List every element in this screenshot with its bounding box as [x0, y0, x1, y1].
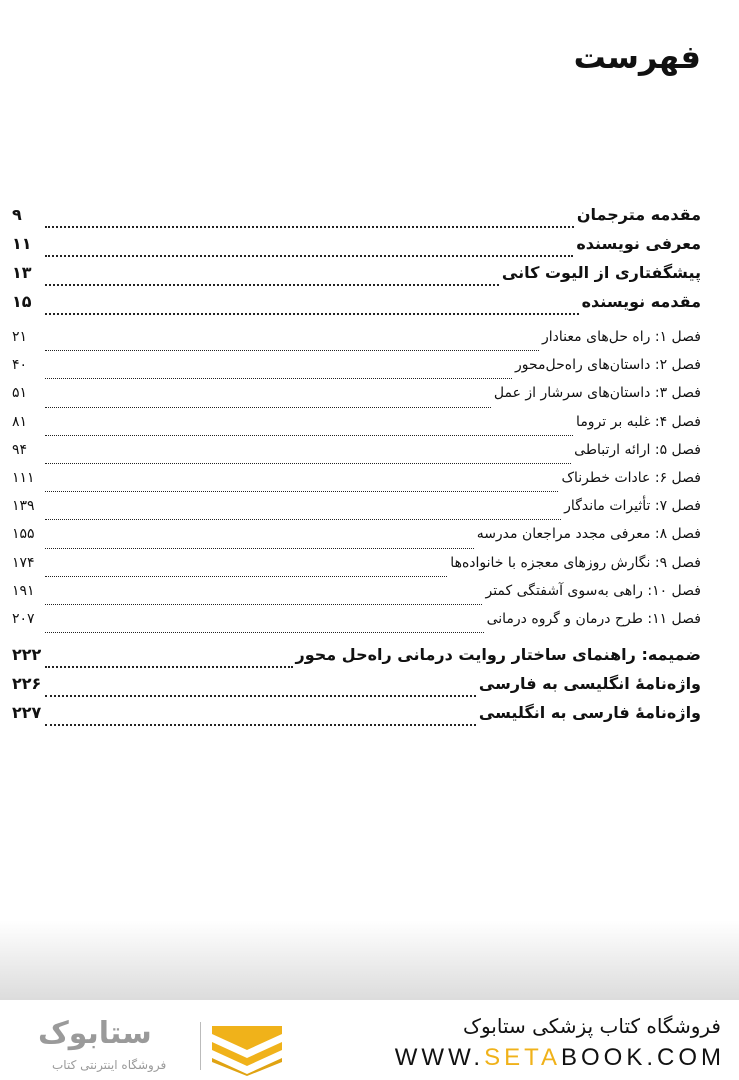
chapter-entry-row[interactable]: [12, 555, 701, 583]
setabook-logo-icon: [208, 1020, 286, 1076]
toc-entry-row[interactable]: [12, 205, 701, 234]
dot-leader: [45, 378, 512, 379]
dot-leader: [45, 350, 539, 351]
chapter-entry-page-number: ۸۱: [12, 413, 28, 430]
chapter-entry-page-number: ۱۵۵: [12, 526, 35, 543]
dot-leader: [45, 666, 293, 668]
chapter-entry-title: فصل ۱۱: طرح درمان و گروه درمانی: [486, 610, 701, 627]
chapter-entry-title: فصل ۷: تأثیرات ماندگار: [564, 498, 701, 515]
page-title: فهرست: [573, 38, 701, 76]
toc-entry-row[interactable]: [12, 234, 701, 263]
chapter-entry-row[interactable]: [12, 414, 701, 442]
dot-leader: [45, 226, 574, 228]
chapter-entry-page-number: ۹۴: [12, 441, 28, 458]
toc-entry-title: معرفی نویسنده: [576, 234, 701, 253]
chapter-entry-title: فصل ۵: ارائه ارتباطی: [574, 441, 701, 458]
dot-leader: [45, 255, 573, 257]
toc-entry-page-number: ۱۵: [12, 292, 32, 311]
chapter-entry-page-number: ۱۹۱: [12, 582, 35, 599]
toc-front-matter: [12, 205, 701, 321]
toc-entry-title: ضمیمه: راهنمای ساختار روایت درمانی راه‌حل محور: [295, 645, 701, 665]
chapter-entry-title: فصل ۲: داستان‌های راه‌حل‌محور: [514, 357, 701, 374]
toc-entry-page-number: ۹: [12, 205, 22, 224]
dot-leader: [45, 463, 571, 464]
toc-back-matter: [12, 645, 701, 732]
website-prefix: WWW.: [394, 1044, 485, 1071]
dot-leader: [45, 313, 579, 315]
toc-entry-title: مقدمه نویسنده: [581, 292, 701, 311]
dot-leader: [45, 695, 476, 697]
chapter-entry-row[interactable]: [12, 498, 701, 526]
website-url[interactable]: [395, 1044, 725, 1072]
chapter-entry-title: فصل ۱۰: راهی به‌سوی آشفتگی کمتر: [485, 582, 701, 599]
chapter-entry-row[interactable]: [12, 470, 701, 498]
dot-leader: [45, 284, 499, 286]
chapter-entry-row[interactable]: [12, 329, 701, 357]
toc-entry-title: پیشگفتاری از الیوت کانی: [501, 263, 701, 282]
dot-leader: [45, 548, 474, 549]
dot-leader: [45, 632, 484, 633]
toc-chapters: [12, 329, 701, 639]
chapter-entry-row[interactable]: [12, 357, 701, 385]
logo-wordmark: ستابوک: [38, 1016, 152, 1051]
toc-entry-row[interactable]: [12, 703, 701, 732]
dot-leader: [45, 491, 558, 492]
dot-leader: [45, 604, 482, 605]
toc-entry-row[interactable]: [12, 292, 701, 321]
chapter-entry-row[interactable]: [12, 611, 701, 639]
page-shadow: [0, 920, 739, 1000]
toc-entry-title: واژه‌نامۀ انگلیسی به فارسی: [478, 674, 701, 694]
website-accent: SETA: [484, 1044, 561, 1071]
toc-entry-row[interactable]: [12, 263, 701, 292]
dot-leader: [45, 435, 573, 436]
toc-entry-title: واژه‌نامۀ فارسی به انگلیسی: [478, 703, 701, 723]
shop-name: فروشگاه کتاب پزشکی ستابوک: [463, 1014, 721, 1038]
toc-entry-page-number: ۲۲۲: [12, 645, 42, 665]
chapter-entry-title: فصل ۶: عادات خطرناک: [561, 469, 701, 486]
chapter-entry-page-number: ۲۱: [12, 329, 28, 345]
chapter-entry-page-number: ۵۱: [12, 385, 28, 402]
chapter-entry-page-number: ۴۰: [12, 357, 28, 374]
toc-entry-page-number: ۱۳: [12, 263, 32, 282]
dot-leader: [45, 407, 491, 408]
toc-entry-title: مقدمه مترجمان: [576, 205, 701, 224]
toc-entry-row[interactable]: [12, 674, 701, 703]
logo-subtitle: فروشگاه اینترنتی کتاب: [52, 1058, 167, 1072]
toc-entry-page-number: ۲۲۶: [12, 674, 42, 694]
chapter-entry-page-number: ۱۱۱: [12, 469, 35, 486]
chapter-entry-title: فصل ۳: داستان‌های سرشار از عمل: [493, 385, 701, 402]
chapter-entry-title: فصل ۸: معرفی مجدد مراجعان مدرسه: [476, 526, 701, 543]
chapter-entry-page-number: ۱۷۴: [12, 554, 35, 571]
toc-entry-page-number: ۲۲۷: [12, 703, 42, 723]
chapter-entry-page-number: ۱۳۹: [12, 498, 35, 515]
dot-leader: [45, 519, 561, 520]
toc-entry-row[interactable]: [12, 645, 701, 674]
chapter-entry-row[interactable]: [12, 583, 701, 611]
chapter-entry-row[interactable]: [12, 442, 701, 470]
toc-entry-page-number: ۱۱: [12, 234, 32, 253]
dot-leader: [45, 724, 476, 726]
footer-banner: [0, 1000, 739, 1080]
table-of-contents: [12, 205, 701, 732]
logo-divider: [200, 1022, 201, 1070]
chapter-entry-row[interactable]: [12, 385, 701, 413]
chapter-entry-row[interactable]: [12, 526, 701, 554]
chapter-entry-title: فصل ۱: راه حل‌های معنادار: [542, 329, 701, 345]
dot-leader: [45, 576, 447, 577]
chapter-entry-page-number: ۲۰۷: [12, 610, 35, 627]
chapter-entry-title: فصل ۹: نگارش روزهای معجزه با خانواده‌ها: [450, 554, 701, 571]
chapter-entry-title: فصل ۴: غلبه بر تروما: [576, 413, 701, 430]
website-suffix: BOOK.COM: [560, 1044, 725, 1071]
